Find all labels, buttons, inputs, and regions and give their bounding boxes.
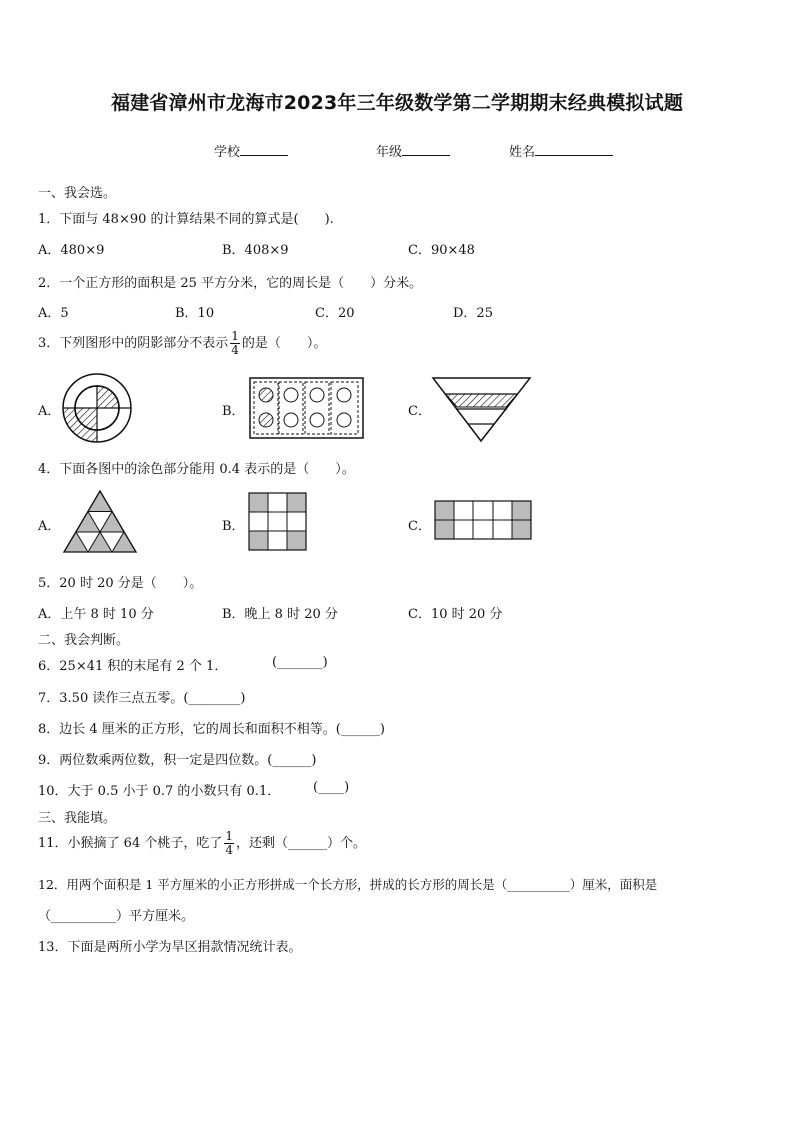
option-a[interactable]: A． bbox=[38, 404, 61, 419]
square-grid-figure bbox=[248, 492, 308, 552]
question-11-tail: ，还剩（______）个。 bbox=[236, 836, 367, 851]
question-13: 13．下面是两所小学为旱区捐款情况统计表。 bbox=[38, 940, 302, 955]
page-title: 福建省漳州市龙海市2023年三年级数学第二学期期末经典模拟试题 bbox=[110, 92, 684, 114]
option-c[interactable]: C．20 bbox=[315, 306, 355, 321]
grade-field bbox=[376, 141, 450, 160]
option-b[interactable]: B．晚上 8 时 20 分 bbox=[222, 607, 338, 622]
fraction-numerator: 1 bbox=[225, 829, 233, 843]
fraction-denominator: 4 bbox=[231, 343, 239, 357]
question-7: 7．3.50 读作三点五零。(________) bbox=[38, 691, 246, 706]
option-b[interactable]: B．408×9 bbox=[222, 243, 289, 258]
option-a[interactable]: A．480×9 bbox=[38, 243, 105, 258]
question-6: 6．25×41 积的末尾有 2 个 1． bbox=[38, 659, 228, 674]
grade-label: 年级 bbox=[376, 145, 403, 160]
triangle-grid-figure bbox=[63, 490, 137, 554]
grade-blank[interactable] bbox=[402, 143, 450, 156]
option-d[interactable]: D．25 bbox=[453, 306, 493, 321]
question-4: 4．下面各图中的涂色部分能用 0.4 表示的是（ ）。 bbox=[38, 462, 355, 477]
option-c[interactable]: C． bbox=[408, 404, 431, 419]
question-12-line-2: （__________）平方厘米。 bbox=[38, 909, 195, 924]
option-a[interactable]: A．5 bbox=[38, 306, 69, 321]
section-heading: 二、我会判断。 bbox=[38, 633, 130, 648]
question-11-text: 11．小猴摘了 64 个桃子，吃了 bbox=[38, 836, 223, 851]
question-2: 2．一个正方形的面积是 25 平方分米，它的周长是（ ）分米。 bbox=[38, 276, 423, 291]
question-3 bbox=[38, 330, 326, 357]
circles-grid-figure bbox=[249, 377, 364, 439]
fraction bbox=[230, 330, 240, 357]
triangle-figure bbox=[432, 377, 532, 443]
name-field bbox=[509, 141, 613, 160]
question-5: 5．20 时 20 分是（ ）。 bbox=[38, 576, 203, 591]
fraction-numerator: 1 bbox=[231, 329, 239, 343]
school-blank[interactable] bbox=[240, 143, 288, 156]
name-label: 姓名 bbox=[509, 145, 536, 160]
fraction-denominator: 4 bbox=[225, 843, 233, 857]
name-blank[interactable] bbox=[535, 143, 613, 156]
option-c[interactable]: C． bbox=[408, 519, 431, 534]
option-c[interactable]: C．10 时 20 分 bbox=[408, 607, 503, 622]
section-heading: 一、我会选。 bbox=[38, 186, 117, 201]
question-1: 1．下面与 48×90 的计算结果不同的算式是( ). bbox=[38, 212, 334, 227]
section-heading: 三、我能填。 bbox=[38, 811, 117, 826]
question-9: 9．两位数乘两位数，积一定是四位数。(______) bbox=[38, 753, 317, 768]
option-b[interactable]: B．10 bbox=[175, 306, 215, 321]
question-3-tail: 的是（ ）。 bbox=[241, 336, 327, 351]
question-11 bbox=[38, 830, 366, 857]
rect-grid-figure bbox=[434, 500, 534, 542]
question-3-text: 3．下列图形中的阴影部分不表示 bbox=[38, 336, 229, 351]
fraction bbox=[224, 830, 234, 857]
answer-blank[interactable]: (_______) bbox=[272, 655, 328, 670]
question-10: 10．大于 0.5 小于 0.7 的小数只有 0.1． bbox=[38, 784, 281, 799]
school-label: 学校 bbox=[214, 145, 241, 160]
option-b[interactable]: B． bbox=[222, 519, 245, 534]
option-a[interactable]: A．上午 8 时 10 分 bbox=[38, 607, 154, 622]
circle-figure bbox=[62, 372, 132, 444]
option-b[interactable]: B． bbox=[222, 404, 245, 419]
option-c[interactable]: C．90×48 bbox=[408, 243, 475, 258]
answer-blank[interactable]: (____) bbox=[313, 780, 350, 795]
school-field bbox=[214, 141, 288, 160]
option-a[interactable]: A． bbox=[38, 519, 61, 534]
question-8: 8．边长 4 厘米的正方形，它的周长和面积不相等。(______) bbox=[38, 722, 385, 737]
question-12-line-1: 12．用两个面积是 1 平方厘米的小正方形拼成一个长方形，拼成的长方形的周长是（__________）厘米，面积是 bbox=[38, 877, 658, 892]
